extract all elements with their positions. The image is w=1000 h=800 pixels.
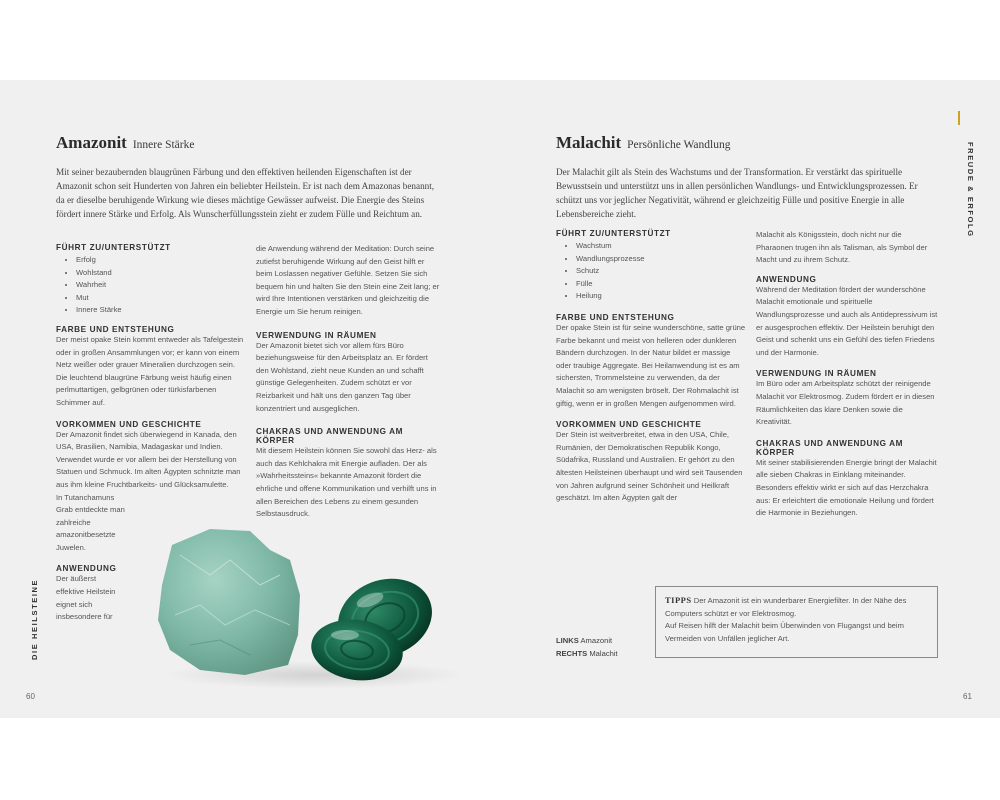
malachite-color-text: Der opake Stein ist für seine wunderschöne, satte grüne Farbe bekannt und meist von helleren oder dunkleren Bändern durchzogen. In der Natur bildet er massige oder traubige Aggregate. Bei Heilanwendung ist es am sichersten, Trommelsteine zu verwenden, da der Malachit so am wenigsten bröselt. Der Rohmalachit ist giftig, wenn er in großen Mengen aufgenommen wird. [556,322,746,408]
malachite-history-text: Malachit als Königsstein, doch nicht nur die Pharaonen trugen ihn als Talisman, als Symbol der Macht und zu ihrem Schutz. [756,230,928,265]
photo-caption [556,635,646,660]
tips-box [655,586,938,658]
list-item: • Innere Stärke [76,304,246,317]
amazonite-occurrence-heading: VORKOMMEN UND GESCHICHTE [56,419,202,429]
amazonite-intro: Mit seiner bezaubernden blaugrünen Färbung und den effektiven heilenden Eigenschaften ist der Amazonit schon seit Hunderten von Jahren ein beliebter Heilstein. Er ist nach dem Amazonas benannt, da er dieselbe beruhigende Wirkung wie dieses mächtige Gewässer aufweist. Die Energie des Steins fördert innere Stärke und Erfolg. Als Wunscherfüllungsstein zieht er zudem Fülle und Reichtum an. [56,167,435,219]
caption-left-value: Amazonit [580,636,613,645]
list-item: • Wandlungsprozesse [576,253,746,266]
list-item: • Fülle [576,278,746,291]
amazonite-occurrence-text: Der Amazonit findet sich überwiegend in Kanada, den USA, Brasilien, Namibia, Madagaskar und Indien. Verwendet wurde er vor allem bei der Herstellung von Statuen und Schmuck. Im alten Ägypten schnitzte man aus ihm kleine Fruchtbarkeits- und Glücksamulette. [56,429,241,489]
malachite-chakra-heading: CHAKRAS UND ANWENDUNG AM KÖRPER [756,438,904,457]
tips-text-1: Der Amazonit ist ein wunderbarer Energiefilter. In der Nähe des Computers schützt er vor Elektrosmog. [665,596,907,618]
amazonite-stone [158,529,300,675]
malachite-title: Malachit [556,133,622,152]
malachite-column-1 [556,229,746,505]
malachite-color-heading: FARBE UND ENTSTEHUNG [556,312,675,322]
stones-photo [140,515,470,695]
amazonite-heading [56,133,436,153]
amazonite-supports-list [56,254,246,317]
caption-right-value: Malachit [589,648,618,658]
malachite-supports-heading: FÜHRT ZU/UNTERSTÜTZT [556,229,671,238]
malachite-rooms-heading: VERWENDUNG IN RÄUMEN [756,369,877,379]
malachite-occurrence-heading: VORKOMMEN UND GESCHICHTE [556,420,702,430]
amazonite-subtitle: Innere Stärke [132,139,195,151]
accent-bar [958,111,960,125]
malachite-subtitle: Persönliche Wandlung [627,139,731,151]
tips-text-2: Auf Reisen hilft der Malachit beim Überwinden von Flugangst und beim Vermeiden von Unfällen jeglicher Art. [665,621,904,643]
amazonite-chakra-text: Mit diesem Heilstein können Sie sowohl das Herz- als auch das Kehlchakra mit Energie aufladen. Der als »Wahrheitssteins« bekannte Amazonit fördert die ehrliche und offene Kommunikation und verhilft uns in allen Bereichen des Lebens zu einem gesunden Selbstausdruck. [256,446,437,519]
malachite-rooms-text: Im Büro oder am Arbeitsplatz schützt der reinigende Malachit vor Elektrosmog. Zudem fördert er in diesen Räumlichkeiten das klare Denken sowie die Kreativität. [756,379,935,427]
malachite-use-heading: ANWENDUNG [756,274,817,284]
left-page-number: 60 [26,692,35,701]
malachite-column-2 [756,229,940,520]
malachite-use-text: Während der Meditation fördert der wunderschöne Malachit emotionale und spirituelle Wandlungsprozesse und auch als Antidepressivum ist er ausgesprochen effektiv. Der Heilstein beruhigt den Geist und schenkt uns ein Gefühl des tiefen Friedens und der Harmonie. [756,284,938,357]
malachite-heading [556,133,936,153]
left-side-label: DIE HEILSTEINE [30,578,39,660]
right-page-number: 61 [963,692,972,701]
malachite-chakra-text: Mit seiner stabilisierenden Energie bringt der Malachit alle sieben Chakras in Einklang miteinander. Besonders effektiv wirkt er sich auf das Herzchakra aus: Er erleichtert die emotionale Heilung und fördert die Harmonie in Beziehungen. [756,457,937,518]
amazonite-color-heading: FARBE UND ENTSTEHUNG [56,324,175,334]
caption-right-label: RECHTS [556,648,588,658]
amazonite-use-text: Der äußerst effektive Heilstein eignet sich insbesondere für [56,574,116,622]
amazonite-use-heading: ANWENDUNG [56,564,117,574]
amazonite-chakra-heading: CHAKRAS UND ANWENDUNG AM KÖRPER [256,427,404,446]
list-item: • Erfolg [76,254,246,267]
amazonite-color-text: Der meist opake Stein kommt entweder als Tafelgestein oder in großen Ansammlungen vor; er kann von einem Netz weißer oder grauer Mineralien durchzogen sein. Die leuchtend blaugrüne Färbung weist häufig einen perlmuttartigen, gelbgrünen oder türkisfarbenen Schimmer auf. [56,334,244,407]
list-item: • Schutz [576,265,746,278]
amazonite-rooms-heading: VERWENDUNG IN RÄUMEN [256,330,377,340]
amazonite-title: Amazonit [56,133,127,152]
list-item: • Heilung [576,290,746,303]
list-item: • Wachstum [576,240,746,253]
caption-left-label: LINKS [556,636,579,645]
list-item: • Wahrheit [76,279,246,292]
tips-label: TIPPS [665,595,692,605]
list-item: • Wohlstand [76,267,246,280]
right-side-label: FREUDE & ERFOLG [966,142,975,238]
amazonite-rooms-text: Der Amazonit bietet sich vor allem fürs Büro beziehungsweise für den Arbeitsplatz an. Er fördert den Wohlstand, zieht neue Kunden an und schafft günstige Gelegenheiten. Zudem schützt er vor Reizbarkeit und hält uns den ganzen Tag über konzentriert und ausgeglichen. [256,340,428,413]
tips-paragraph-1 [665,594,929,620]
list-item: • Mut [76,292,246,305]
amazonite-supports-heading: FÜHRT ZU/UNTERSTÜTZT [56,243,171,252]
amazonite-meditation-text: die Anwendung während der Meditation: Durch seine zutiefst beruhigende Wirkung auf den Geist hilft er beim Loslassen negativer Gefühle. Setzen Sie sich bequem hin und halten Sie den Stein eine Zeit lang; er wird Ihre Intentionen verstärken und gleichzeitig die Energie um Sie herum reinigen. [256,244,440,316]
amazonite-occurrence-text-cont: In Tutanchamuns Grab entdeckte man zahlreiche amazonitbesetzte Juwelen. [56,492,125,552]
malachite-supports-list [556,240,746,303]
malachite-occurrence-text: Der Stein ist weitverbreitet, etwa in den USA, Chile, Rumänien, der Demokratischen Republik Kongo, Südafrika, Russland und Australien. Er gehört zu den ältesten Heilsteinen überhaupt und wird seit Tausenden von Jahren aufgrund seiner Schönheit und Heilkraft geschätzt. Im alten Ägypten galt der [556,430,743,503]
malachite-intro: Der Malachit gilt als Stein des Wachstums und der Transformation. Er verstärkt das spirituelle Bewusstsein und unterstützt uns in allen persönlichen Wandlungs- und Entwicklungsprozessen. Er schützt uns vor jeglicher Negativität, während er gleichzeitig Fülle und positive Energie in alle Lebensbereiche zieht. [556,167,918,219]
amazonite-column-2 [256,243,442,521]
